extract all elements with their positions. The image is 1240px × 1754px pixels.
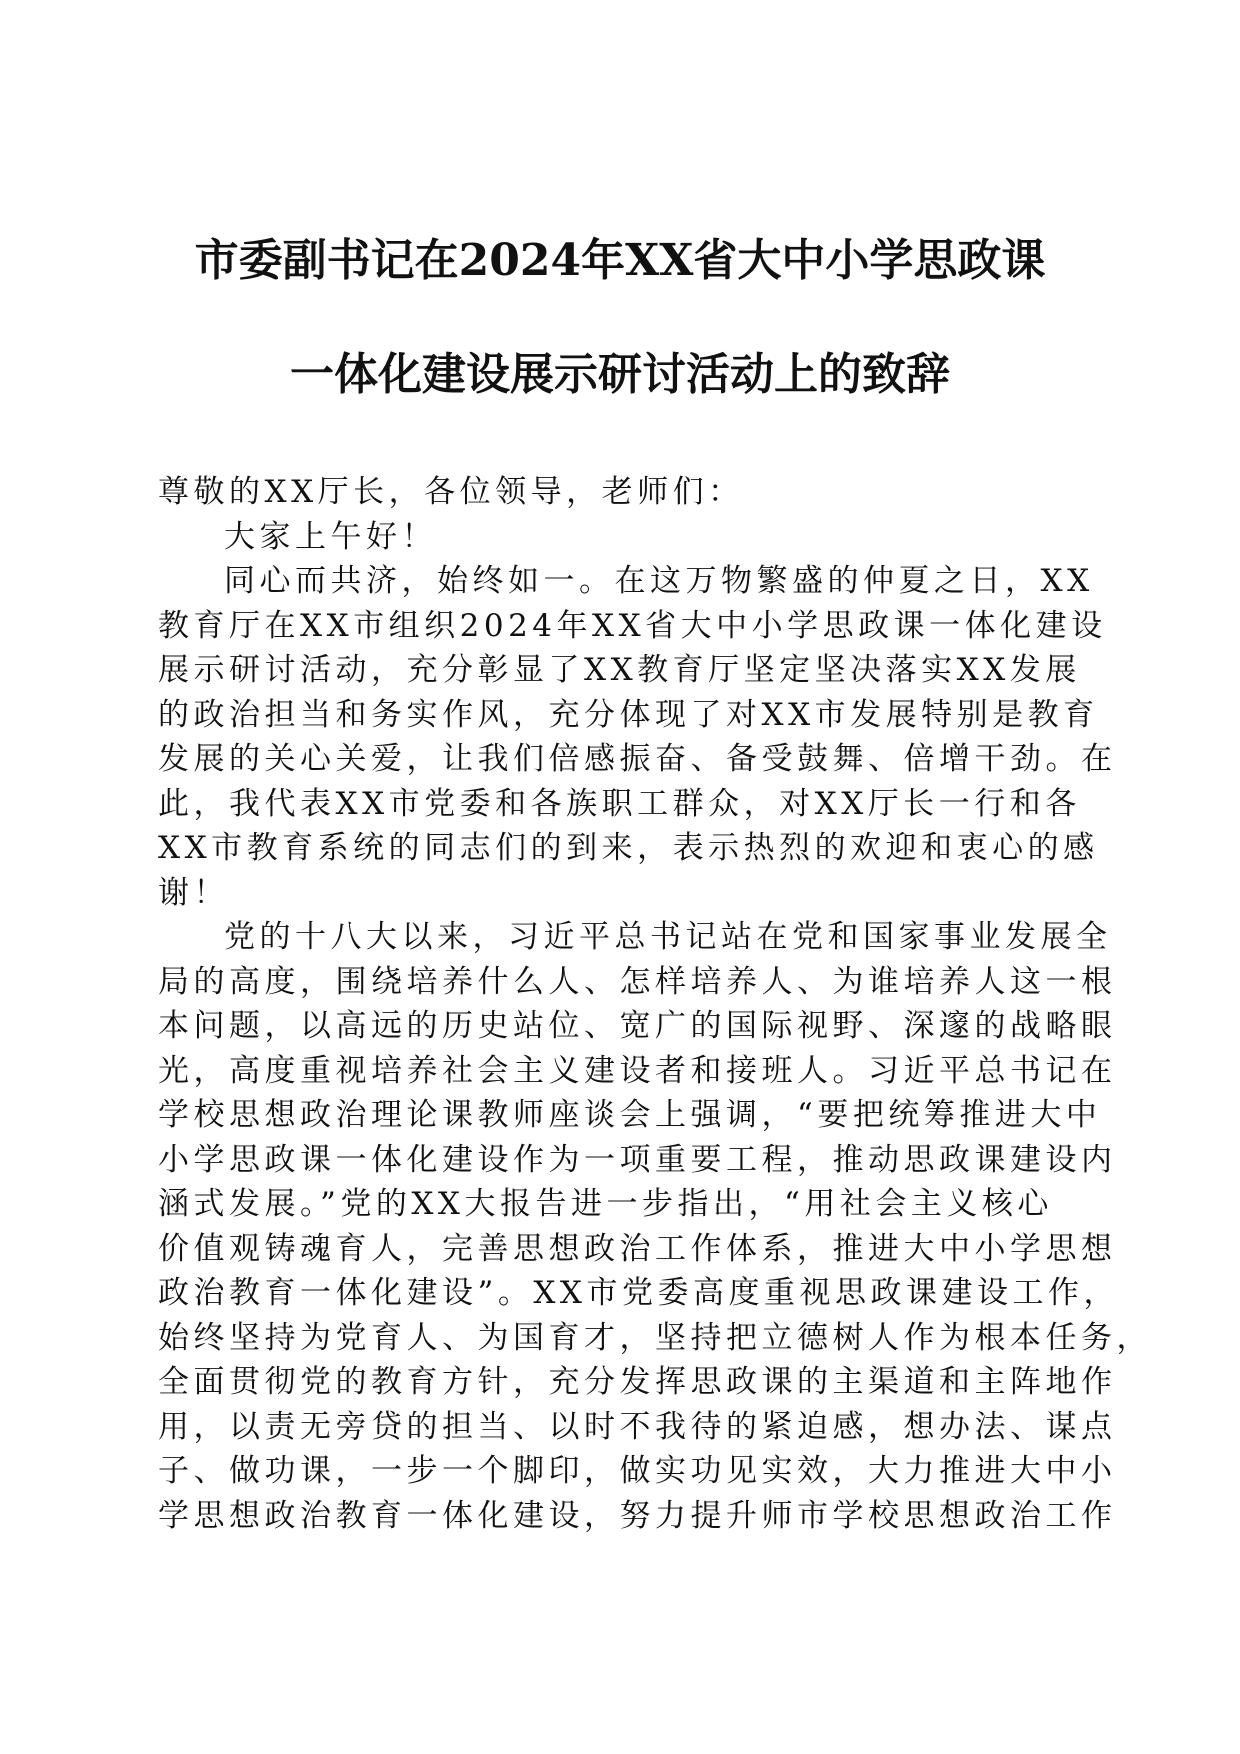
paragraph-line: 党的十八大以来，习近平总书记站在党和国家事业发展全 xyxy=(224,919,1112,955)
paragraph-line: 谢！ xyxy=(158,874,229,911)
paragraph-line: 发展的关心关爱，让我们倍感振奋、备受鼓舞、倍增干劲。在 xyxy=(158,741,1117,777)
paragraph-line: 涵式发展。”党的XX大报告进一步指出，“用社会主义核心 xyxy=(158,1186,1053,1222)
paragraph-line: 展示研讨活动，充分彰显了XX教育厅坚定坚决落实XX发展 xyxy=(158,652,1081,688)
paragraph-line: 本问题，以高远的历史站位、宽广的国际视野、深邃的战略眼 xyxy=(158,1008,1117,1044)
document-title-line-2: 一体化建设展示研讨活动上的致辞 xyxy=(290,349,950,400)
greeting: 大家上午好！ xyxy=(224,518,437,555)
paragraph-line: XX市教育系统的同志们的到来，表示热烈的欢迎和衷心的感 xyxy=(158,830,1099,866)
paragraph-line: 用，以责无旁贷的担当、以时不我待的紧迫感，想办法、谋点 xyxy=(158,1408,1117,1445)
paragraph-line: 始终坚持为党育人、为国育才，坚持把立德树人作为根本任务， xyxy=(158,1319,1152,1356)
paragraph-2 xyxy=(158,915,1152,1538)
document-body xyxy=(158,470,1152,1538)
paragraph-1 xyxy=(158,559,1117,915)
paragraph-line: 教育厅在XX市组织2024年XX省大中小学思政课一体化建设 xyxy=(158,607,1107,644)
paragraph-line: 价值观铸魂育人，完善思想政治工作体系，推进大中小学思想 xyxy=(158,1230,1117,1267)
document-title-line-1: 市委副书记在2024年XX省大中小学思政课 xyxy=(194,235,1046,286)
paragraph-line: 同心而共济，始终如一。在这万物繁盛的仲夏之日，XX xyxy=(224,563,1094,599)
paragraph-line: 子、做功课，一步一个脚印，做实功见实效，大力推进大中小 xyxy=(158,1453,1117,1489)
paragraph-line: 此，我代表XX市党委和各族职工群众，对XX厅长一行和各 xyxy=(158,785,1081,822)
salutation: 尊敬的XX厅长，各位领导，老师们： xyxy=(158,474,744,510)
paragraph-line: 局的高度，围绕培养什么人、怎样培养人、为谁培养人这一根 xyxy=(158,963,1117,1000)
paragraph-line: 的政治担当和务实作风，充分体现了对XX市发展特别是教育 xyxy=(158,696,1099,733)
paragraph-line: 全面贯彻党的教育方针，充分发挥思政课的主渠道和主阵地作 xyxy=(158,1364,1117,1400)
paragraph-line: 小学思政课一体化建设作为一项重要工程，推动思政课建设内 xyxy=(158,1141,1117,1178)
paragraph-line: 学校思想政治理论课教师座谈会上强调，“要把统筹推进大中 xyxy=(158,1097,1102,1133)
paragraph-line: 学思想政治教育一体化建设，努力提升师市学校思想政治工作 xyxy=(158,1497,1117,1534)
paragraph-line: 政治教育一体化建设”。XX市党委高度重视思政课建设工作， xyxy=(158,1275,1119,1311)
paragraph-line: 光，高度重视培养社会主义建设者和接班人。习近平总书记在 xyxy=(158,1052,1117,1089)
